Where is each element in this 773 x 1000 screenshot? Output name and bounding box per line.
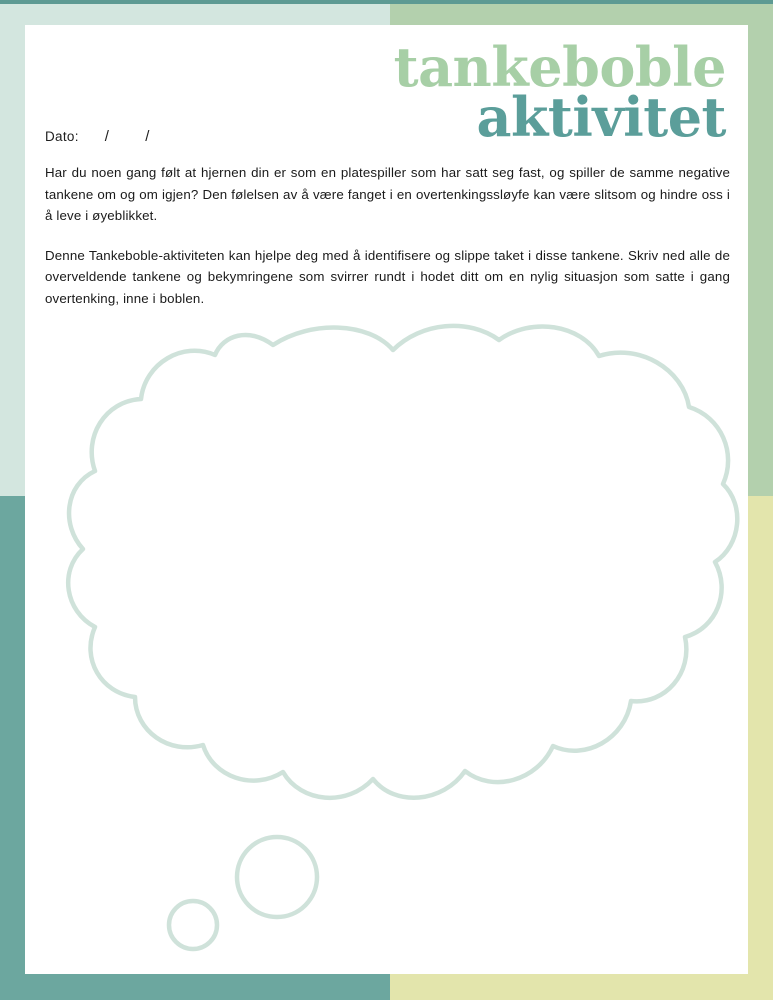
date-separator-1: / <box>104 128 110 145</box>
page-title-line-2: aktivitet <box>476 84 726 149</box>
paragraph-1: Har du noen gang følt at hjernen din er som en platespiller som har satt seg fast, og spiller de samme negative tankene om og om igjen? Den følelsen av å være fanget i en overtenkingssløyfe kan være slitsom og hindre oss i å leve i øyeblikket. <box>45 165 730 224</box>
date-label: Dato: <box>45 129 79 144</box>
date-separator-2: / <box>145 128 150 145</box>
paragraph-2: Denne Tankeboble-aktiviteten kan hjelpe deg med å identifisere og slippe taket i disse tankene. Skriv ned alle de overveldende tankene og bekymringene som svirrer rundt i hodet ditt om en nylig situasjon som satte i gang overtenking, inne i boblen. <box>45 247 730 306</box>
intro-copy <box>45 162 730 309</box>
paper-sheet <box>25 25 748 974</box>
thought-bubble-trail-small <box>169 901 217 949</box>
thought-bubble-trail-large <box>237 837 317 917</box>
page-title <box>393 35 726 149</box>
thought-bubble-cloud-path <box>68 326 737 798</box>
top-rule <box>0 0 773 4</box>
page-title-line-1: tankeboble <box>393 35 726 99</box>
date-field[interactable] <box>45 128 184 145</box>
